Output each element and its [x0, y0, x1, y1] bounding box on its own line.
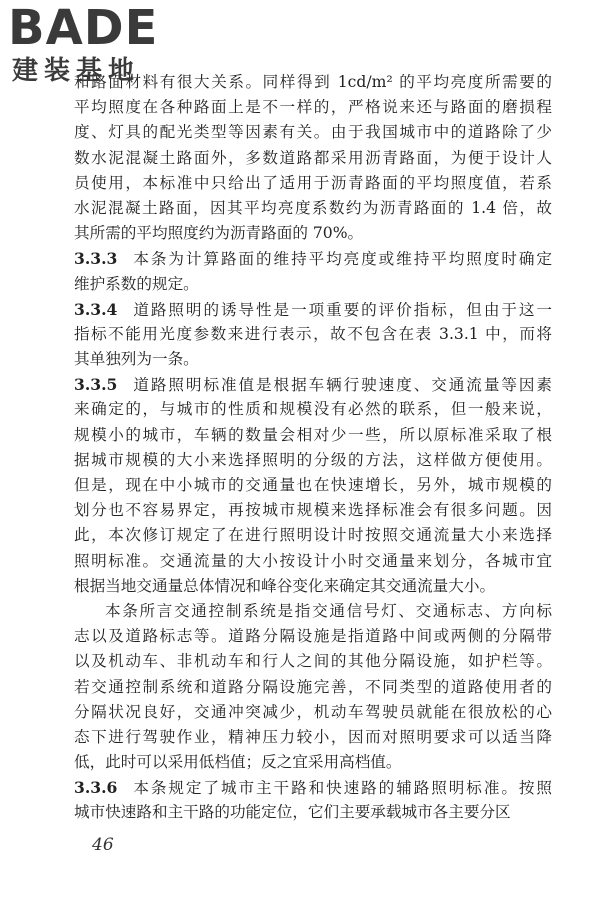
document-body: [74, 70, 552, 826]
text-line: [74, 196, 552, 221]
line-text: 本条所言交通控制系统是指交通信号灯、交通标志、方向标: [105, 601, 552, 620]
line-text: 规模小的城市，车辆的数量会相对少一些，所以原标准采取了根: [74, 425, 552, 444]
text-line: [74, 750, 552, 775]
text-line: [74, 725, 552, 750]
clause-3-3-4: [74, 297, 552, 373]
text-line: [74, 397, 552, 422]
logo-chinese-text: 建装基地: [12, 56, 141, 86]
line-text: 划分也不容易界定，再按城市规模来选择标准会有很多问题。因: [74, 501, 552, 520]
line-text: 道路照明的诱导性是一项重要的评价指标，但由于这一: [131, 300, 552, 319]
line-text: 志以及道路标志等。道路分隔设施是指道路中间或两侧的分隔带: [74, 627, 552, 646]
bade-logo: [8, 0, 178, 94]
text-line: [74, 800, 552, 825]
line-text: 本条为计算路面的维持平均亮度或维持平均照度时确定: [131, 250, 552, 269]
clause-3-3-6: [74, 775, 552, 825]
text-line: [74, 347, 552, 372]
line-text: 据城市规模的大小来选择照明的分级的方法，这样做方便使用。: [74, 450, 552, 469]
line-text: 其所需的平均照度约为沥青路面的 70%。: [74, 224, 364, 243]
line-text: 其单独列为一条。: [74, 350, 199, 369]
clause-3-3-3: [74, 246, 552, 296]
text-line: [74, 599, 552, 624]
logo-wordmark: BADE: [8, 0, 159, 56]
paragraph: [74, 70, 552, 246]
text-line: [74, 675, 552, 700]
text-line: [74, 523, 552, 548]
line-text: 数水泥混凝土路面外，多数道路都采用沥青路面，为便于设计人: [74, 148, 552, 167]
line-text: 若交通控制系统和道路分隔设施完善，不同类型的道路使用者的: [74, 677, 552, 696]
line-text: 根据当地交通量总体情况和峰谷变化来确定其交通流量大小。: [74, 576, 496, 595]
line-text: 照明标准。交通流量的大小按设计小时交通量来划分，各城市宜: [74, 551, 552, 570]
line-text: 道路照明标准值是根据车辆行驶速度、交通流量等因素: [131, 376, 552, 395]
line-text: 维护系数的规定。: [74, 274, 199, 293]
clause-number: 3.3.3: [74, 249, 118, 269]
clause-number: 3.3.5: [74, 375, 118, 395]
line-text: 分隔状况良好，交通冲突减少，机动车驾驶员就能在很放松的心: [74, 702, 552, 721]
text-line: [74, 246, 552, 271]
text-line: [74, 448, 552, 473]
text-line: [74, 221, 552, 246]
text-line: [74, 372, 552, 397]
line-text: 本条规定了城市主干路和快速路的辅路照明标准。按照: [131, 779, 552, 798]
line-text: 来确定的，与城市的性质和规模没有必然的联系，但一般来说，: [74, 400, 552, 419]
line-text: 员使用，本标准中只给出了适用于沥青路面的平均照度值，若系: [74, 173, 552, 192]
text-line: [74, 322, 552, 347]
text-line: [74, 649, 552, 674]
line-text: 水泥混凝土路面，因其平均亮度系数约为沥青路面的 1.4 倍，故: [74, 198, 552, 217]
clause-number: 3.3.6: [74, 778, 118, 798]
text-line: [74, 423, 552, 448]
line-text: 此，本次修订规定了在进行照明设计时按照交通流量大小来选择: [74, 526, 552, 545]
text-line: [74, 473, 552, 498]
line-text: 低，此时可以采用低档值；反之宜采用高档值。: [74, 753, 402, 772]
text-line: [74, 297, 552, 322]
line-text: 平均照度在各种路面上是不一样的，严格说来还与路面的磨损程: [74, 98, 552, 117]
text-line: [74, 146, 552, 171]
line-text: 但是，现在中小城市的交通量也在快速增长，另外，城市规模的: [74, 476, 552, 494]
text-line: [74, 171, 552, 196]
text-line: [74, 624, 552, 649]
clause-3-3-5: [74, 372, 552, 599]
text-line: [74, 272, 552, 297]
line-text: 和路面材料有很大关系。同样得到 1cd/m² 的平均亮度所需要的: [74, 73, 552, 91]
text-line: [74, 574, 552, 599]
clause-number: 3.3.4: [74, 299, 118, 319]
line-text: 以及机动车、非机动车和行人之间的其他分隔设施，如护栏等。: [74, 652, 552, 671]
text-line: [74, 95, 552, 120]
text-line: [74, 775, 552, 800]
line-text: 城市快速路和主干路的功能定位，它们主要承载城市各主要分区: [74, 803, 511, 822]
line-text: 态下进行驾驶作业，精神压力较小，因而对照明要求可以适当降: [74, 727, 552, 746]
page-number: 46: [92, 835, 114, 855]
text-line: [74, 700, 552, 725]
line-text: 指标不能用光度参数来进行表示，故不包含在表 3.3.1 中，而将: [74, 324, 552, 343]
text-line: [74, 549, 552, 574]
text-line: [74, 498, 552, 523]
text-line: [74, 120, 552, 145]
line-text: 度、灯具的配光类型等因素有关。由于我国城市中的道路除了少: [74, 123, 552, 142]
paragraph: [74, 599, 552, 775]
